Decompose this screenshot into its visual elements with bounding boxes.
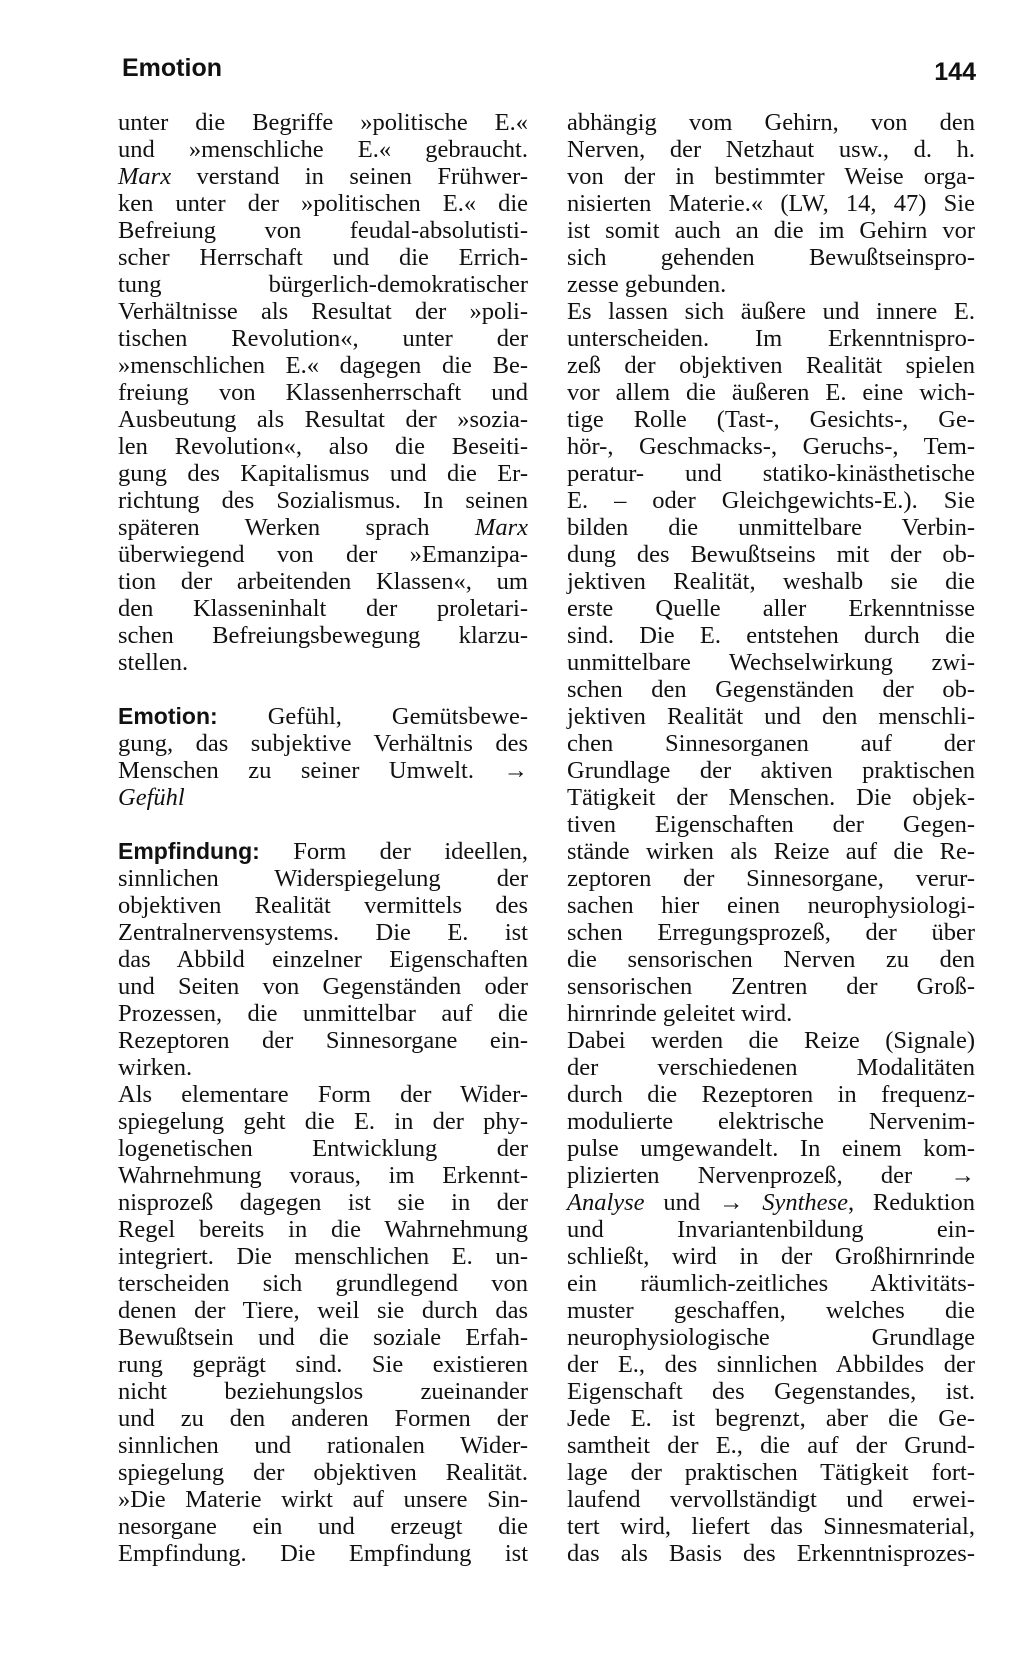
text-line: tiven Eigenschaften der Gegen-: [567, 811, 975, 838]
text-line: schen den Gegenständen der ob-: [567, 676, 975, 703]
text-line: Jede E. ist begrenzt, aber die Ge-: [567, 1405, 975, 1432]
text-line: tion der arbeitenden Klassen«, um: [118, 568, 528, 595]
text-line: Rezeptoren der Sinnesorgane ein-: [118, 1027, 528, 1054]
text-line: und zu den anderen Formen der: [118, 1405, 528, 1432]
text-line: plizierten Nervenprozeß, der →: [567, 1162, 975, 1189]
text-line: Menschen zu seiner Umwelt. →: [118, 757, 528, 784]
text-line: der verschiedenen Modalitäten: [567, 1054, 975, 1081]
text-line: sinnlichen Widerspiegelung der: [118, 865, 528, 892]
entry-first-line: [118, 703, 528, 730]
text-line: sind. Die E. entstehen durch die: [567, 622, 975, 649]
text-line: überwiegend von der »Emanzipa-: [118, 541, 528, 568]
text-line: Regel bereits in die Wahrnehmung: [118, 1216, 528, 1243]
definition-text: Form der ideellen,: [293, 838, 529, 865]
text-line: tert wird, liefert das Sinnesmaterial,: [567, 1513, 975, 1540]
text-line: chen Sinnesorganen auf der: [567, 730, 975, 757]
text-line: Als elementare Form der Wider-: [118, 1081, 528, 1108]
text-line: sich gehenden Bewußtseinspro-: [567, 244, 975, 271]
text-line: rung geprägt sind. Sie existieren: [118, 1351, 528, 1378]
text-line: und Seiten von Gegenständen oder: [118, 973, 528, 1000]
text-line: Ausbeutung als Resultat der »sozia-: [118, 406, 528, 433]
text-line: tischen Revolution«, unter der: [118, 325, 528, 352]
entry-continuation: [118, 109, 528, 676]
text-line: Analyse und → Synthese, Reduktion: [567, 1189, 975, 1216]
entry-first-line: [118, 838, 528, 865]
text-line: Bewußtsein und die soziale Erfah-: [118, 1324, 528, 1351]
entry-emotion: [118, 703, 528, 811]
text-line: zesse gebunden.: [567, 271, 727, 298]
text-line: laufend vervollständigt und erwei-: [567, 1486, 975, 1513]
text-line: »menschlichen E.« dagegen die Be-: [118, 352, 528, 379]
text-line: unmittelbare Wechselwirkung zwi-: [567, 649, 975, 676]
text-line: vor allem die äußeren E. eine wich-: [567, 379, 975, 406]
text-line: stellen.: [118, 649, 189, 676]
text-line: ist somit auch an die im Gehirn vor: [567, 217, 975, 244]
right-column: [567, 109, 975, 1567]
text-line: terscheiden sich grundlegend von: [118, 1270, 528, 1297]
text-line: »Die Materie wirkt auf unsere Sin-: [118, 1486, 528, 1513]
text-line: E. – oder Gleichgewichts-E.). Sie: [567, 487, 975, 514]
text-line: unter die Begriffe »politische E.«: [118, 109, 528, 136]
text-line: denen der Tiere, weil sie durch das: [118, 1297, 528, 1324]
text-line: nisierten Materie.« (LW, 14, 47) Sie: [567, 190, 975, 217]
text-line: Nerven, der Netzhaut usw., d. h.: [567, 136, 975, 163]
text-line: schließt, wird in der Großhirnrinde: [567, 1243, 975, 1270]
text-line: bilden die unmittelbare Verbin-: [567, 514, 975, 541]
text-line: richtung des Sozialismus. In seinen: [118, 487, 528, 514]
text-line: nicht beziehungslos zueinander: [118, 1378, 528, 1405]
text-line: zeß der objektiven Realität spielen: [567, 352, 975, 379]
headword-empfindung: Empfindung:: [118, 838, 260, 864]
text-line: das als Basis des Erkenntnisprozes-: [567, 1540, 975, 1567]
text-line: und »menschliche E.« gebraucht.: [118, 136, 528, 163]
text-line: tung bürgerlich-demokratischer: [118, 271, 528, 298]
left-column: [118, 109, 528, 1567]
text-line: neurophysiologische Grundlage: [567, 1324, 975, 1351]
text-line: scher Herrschaft und die Errich-: [118, 244, 528, 271]
text-line: len Revolution«, also die Beseiti-: [118, 433, 528, 460]
definition-text: Gefühl, Gemütsbewe-: [267, 703, 528, 730]
text-line: wirken.: [118, 1054, 193, 1081]
text-line: schen Befreiungsbewegung klarzu-: [118, 622, 528, 649]
text-line: späteren Werken sprach Marx: [118, 514, 528, 541]
text-line: tige Rolle (Tast-, Gesichts-, Ge-: [567, 406, 975, 433]
text-line: stände wirken als Reize auf die Re-: [567, 838, 975, 865]
text-line: zeptoren der Sinnesorgane, verur-: [567, 865, 975, 892]
text-line: nesorgane ein und erzeugt die: [118, 1513, 528, 1540]
text-line: ken unter der »politischen E.« die: [118, 190, 528, 217]
text-line: die sensorischen Nerven zu den: [567, 946, 975, 973]
text-line: sinnlichen und rationalen Wider-: [118, 1432, 528, 1459]
text-line: jektiven Realität und den menschli-: [567, 703, 975, 730]
text-line: Gefühl: [118, 784, 185, 811]
text-line: lage der praktischen Tätigkeit fort-: [567, 1459, 975, 1486]
text-line: von der in bestimmter Weise orga-: [567, 163, 975, 190]
text-line: muster geschaffen, welches die: [567, 1297, 975, 1324]
text-line: Verhältnisse als Resultat der »poli-: [118, 298, 528, 325]
text-line: abhängig vom Gehirn, von den: [567, 109, 975, 136]
text-line: das Abbild einzelner Eigenschaften: [118, 946, 528, 973]
text-line: integriert. Die menschlichen E. un-: [118, 1243, 528, 1270]
text-line: spiegelung der objektiven Realität.: [118, 1459, 528, 1486]
running-head-keyword: Emotion: [122, 54, 222, 82]
text-line: hör-, Geschmacks-, Geruchs-, Tem-: [567, 433, 975, 460]
text-line: ein räumlich-zeitliches Aktivitäts-: [567, 1270, 975, 1297]
text-line: Prozessen, die unmittelbar auf die: [118, 1000, 528, 1027]
text-line: Dabei werden die Reize (Signale): [567, 1027, 975, 1054]
text-line: dung des Bewußtseins mit der ob-: [567, 541, 975, 568]
text-line: Grundlage der aktiven praktischen: [567, 757, 975, 784]
headword-emotion: Emotion:: [118, 703, 218, 729]
text-line: modulierte elektrische Nervenim-: [567, 1108, 975, 1135]
text-line: unterscheiden. Im Erkenntnispro-: [567, 325, 975, 352]
text-line: erste Quelle aller Erkenntnisse: [567, 595, 975, 622]
text-line: und Invariantenbildung ein-: [567, 1216, 975, 1243]
text-line: Empfindung. Die Empfindung ist: [118, 1540, 528, 1567]
text-line: pulse umgewandelt. In einem kom-: [567, 1135, 975, 1162]
text-line: freiung von Klassenherrschaft und: [118, 379, 528, 406]
text-line: Befreiung von feudal-absolutisti-: [118, 217, 528, 244]
text-line: peratur- und statiko-kinästhetische: [567, 460, 975, 487]
entry-empfindung: [118, 838, 528, 1567]
text-line: jektiven Realität, weshalb sie die: [567, 568, 975, 595]
text-line: gung des Kapitalismus und die Er-: [118, 460, 528, 487]
text-line: nisprozeß dagegen ist sie in der: [118, 1189, 528, 1216]
text-line: gung, das subjektive Verhältnis des: [118, 730, 528, 757]
text-line: sachen hier einen neurophysiologi-: [567, 892, 975, 919]
text-line: Zentralnervensystems. Die E. ist: [118, 919, 528, 946]
text-line: den Klasseninhalt der proletari-: [118, 595, 528, 622]
text-line: hirnrinde geleitet wird.: [567, 1000, 793, 1027]
text-line: Es lassen sich äußere und innere E.: [567, 298, 975, 325]
page-number: 144: [934, 58, 976, 86]
text-line: Marx verstand in seinen Frühwer-: [118, 163, 528, 190]
text-line: Wahrnehmung voraus, im Erkennt-: [118, 1162, 528, 1189]
text-line: der E., des sinnlichen Abbildes der: [567, 1351, 975, 1378]
text-line: durch die Rezeptoren in frequenz-: [567, 1081, 975, 1108]
text-line: logenetischen Entwicklung der: [118, 1135, 528, 1162]
text-line: objektiven Realität vermittels des: [118, 892, 528, 919]
text-line: Eigenschaft des Gegenstandes, ist.: [567, 1378, 975, 1405]
text-line: samtheit der E., die auf der Grund-: [567, 1432, 975, 1459]
text-line: schen Erregungsprozeß, der über: [567, 919, 975, 946]
text-line: Tätigkeit der Menschen. Die objek-: [567, 784, 975, 811]
text-line: sensorischen Zentren der Groß-: [567, 973, 975, 1000]
text-line: spiegelung geht die E. in der phy-: [118, 1108, 528, 1135]
